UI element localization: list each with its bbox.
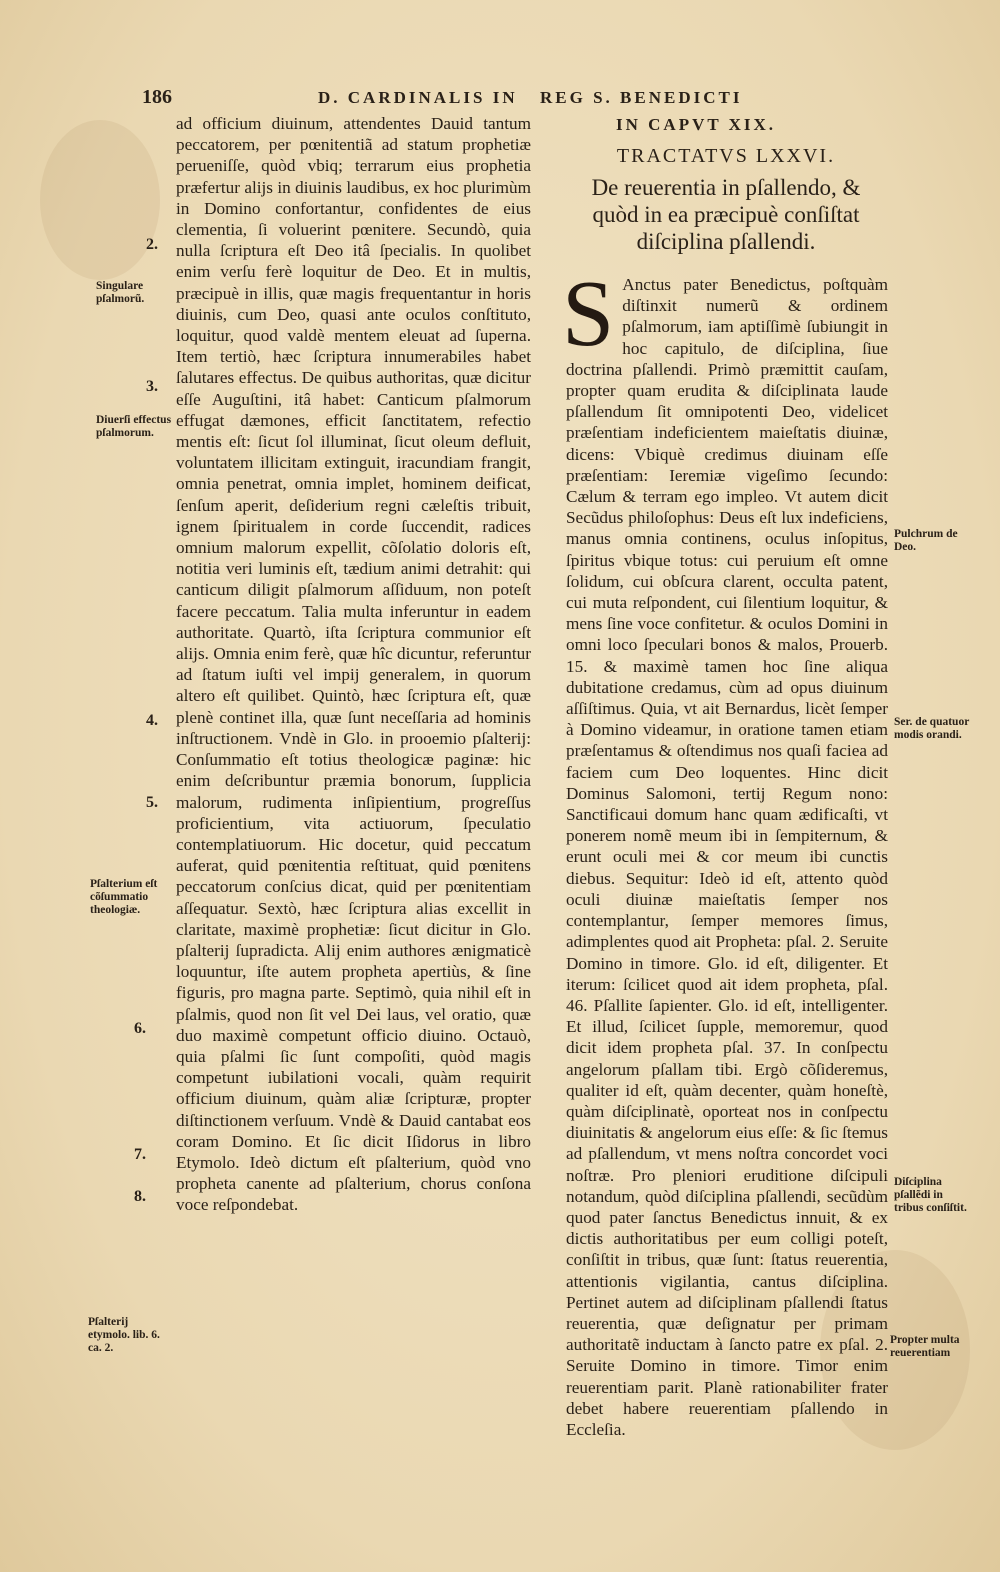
running-head <box>0 86 1000 110</box>
margin-note: Pulchrum de Deo. <box>894 528 958 553</box>
margin-note: Propter multa reuerentiam <box>890 1334 960 1359</box>
margin-note: Ser. de quatuor modis orandi. <box>894 716 970 741</box>
left-column <box>176 113 531 1216</box>
margin-note: Pſalterij etymolo. lib. 6. ca. 2. <box>88 1316 160 1354</box>
running-head-right: REG S. BENEDICTI <box>540 88 743 107</box>
right-column-heading <box>566 115 886 269</box>
margin-number: 5. <box>146 794 158 811</box>
margin-note: Diuerſi effectus pſalmorum. <box>96 414 172 439</box>
page-number: 186 <box>142 86 172 108</box>
right-column <box>562 262 888 1440</box>
margin-note: Pſalterium eſt cõſummatio theologiæ. <box>90 878 158 916</box>
margin-number: 8. <box>134 1188 146 1205</box>
section-title: De reuerentia in pſallendo, & quòd in ea præcipuè conſiſtat diſciplina pſallendi. <box>591 175 861 254</box>
running-head-left: D. CARDINALIS IN <box>318 88 518 107</box>
margin-note: Singulare pſalmorũ. <box>96 280 145 305</box>
margin-number: 2. <box>146 236 158 253</box>
margin-number: 3. <box>146 378 158 395</box>
paper-stain <box>40 120 160 280</box>
drop-cap: S <box>562 262 615 366</box>
tractatus-heading: TRACTATVS LXXVI. <box>616 145 836 167</box>
chapter-heading: IN CAPVT XIX. <box>616 115 777 134</box>
margin-note: Diſciplina pſallẽdi in tribus conſiſtit. <box>894 1176 967 1214</box>
margin-number: 7. <box>134 1146 146 1163</box>
left-column-text: ad officium diuinum, attendentes Dauid tantum peccatorem, per pœnitentiã ad statum prophetiæ perueniſſe, quòd vbiq; terrarum eius prophetia præfertur alijs in diuinis laudibus, ex hoc plurimùm in Domino confortantur, confidentes de eius clementia, ſi voluerint pœnitere. Secundò, quia nulla ſcriptura eſt Deo itâ ſpecialis. In quolibet enim verſu ferè loquitur de Deo. Et in multis, præcipuè in illis, quæ magis frequentantur in horis diuinis, cum Deo, quasi ante oculos conſtituto, loquitur, quod valdè mentem eleuat ad ſuperna. Item tertiò, hæc ſcriptura innumerabiles habet ſalutares effectus. De quibus authoritas, quæ dicitur eſſe Auguſtini, itâ habet: Canticum pſalmorum effugat dæmones, efficit ſanctitatem, refectio mentis eſt: ſicut ſol illuminat, ſicut oleum defluit, voluntatem illicitam extinguit, iracundiam frangit, omnia penetrat, omnia implet, hominem deificat, ſenſum aperit, deſiderium regni cæleſtis tribuit, ignem ſpiritualem in corde ſuccendit, radices omnium malorum expellit, cõſolatio doloris eſt, notitia veri luminis eſt, tædium animi detrahit: qui canticum diligit pſalmorum aſſiduum, non poteſt facere peccatum. Talia multa inferuntur in eadem authoritate. Quartò, iſta ſcriptura communior eſt alijs. Omnia enim ferè, quæ hîc dicuntur, referuntur ad ſtatum iuſti vel impij generalem, in quorum altero eſt quilibet. Quintò, hæc ſcriptura eſt, quæ plenè continet illa, quæ ſunt neceſſaria ad hominis inſtructionem. Vndè in Glo. in prooemio pſalterij: Conſummatio eſt totius theologicæ paginæ: hic enim deſcribuntur præmia bonorum, ſupplicia malorum, rudimenta inſipientium, progreſſus proficientium, vita actiuorum, ſpeculatio contemplatiuorum. Hic docetur, quid peccatum auferat, quid pœnitentia reſtituat, quid pœnitens peccatorum conſcius dicat, quid per pœnitentiam aſſequatur. Sextò, hæc ſcriptura alias excellit in claritate, maximè prophetiæ: ſicut dicitur in Glo. pſalterij ſupradicta. Alij enim authores ænigmaticè loquuntur, iſte autem propheta apertiùs, & ſine figuris, pro magna parte. Septimò, quia nihil eſt in pſalmis, quod non ſit vel Dei laus, vel oratio, quæ duo maximè competunt officio diuino. Octauò, quia pſalmi ſic ſunt compoſiti, quòd magis competunt iubilationi vocali, quàm requirit officium diuinum, quàm aliæ ſcripturæ, propter diſtinctionem verſuum. Vndè & Dauid cantabat eos coram Domino. Et ſic dicit Iſidorus in libro Etymolo. Ideò dictum eſt pſalterium, quòd vno propheta canente ad pſalterium, chorus conſona voce reſpondebat. <box>176 114 531 1215</box>
margin-number: 6. <box>134 1020 146 1037</box>
right-column-text: Anctus pater Benedictus, poſtquàm diſtinxit numerũ & ordinem pſalmorum, iam aptiſſimè ſubiungit in hoc capitulo, de diſciplina, ſiue doctrina pſallendi. Primò præmittit cauſam, propter quam erudita & diſciplinata laude pſallendum ſit omnipotenti Deo, videlicet præſentiam indeficientem maieſtatis diuinæ, dicens: Vbiquè credimus diuinam eſſe præſentiam: Ieremiæ vigeſimo ſecundo: Cælum & terram ego impleo. Vt autem dicit Secũdus philoſophus: Deus eſt lux indeficiens, manus omnia continens, oculus inſopitus, ſpiritus vbique totus: cui peruium eſt omne ſolidum, cui obſcura clarent, occulta patent, cui muta reſpondent, cui ſilentium loquitur, & mens ſine voce confitetur. & oculos Domini in omni loco ſpeculari bonos & malos, Prouerb. 15. & maximè tamen hoc ſine aliqua dubitatione credamus, cùm ad opus diuinum aſſiſtimus. Quia, vt ait Bernardus, licèt ſemper à Domino videamur, in oratione tamen etiam præſentamus & oſtendimus nos quaſi faciea ad faciem cum Deo loquentes. Hinc dicit Dominus Salomoni, tertij Regum nono: Sanctificaui domum hanc quam ædificaſti, vt ponerem nomẽ meum ibi in ſempiternum, & erunt oculi mei & cor meum ibi cunctis diebus. Sequitur: Ideò id eſt, attento quòd oculi diuinæ maieſtatis ſemper nos contemplantur, ſemper memores ſimus, adimplentes quod ait Propheta: pſal. 2. Seruite Domino in timore. Glo. id eſt, diligenter. Et iterum: ſcilicet quod ait idem propheta, pſal. 46. Pſallite ſapienter. Glo. id eſt, intelligenter. Et illud, ſcilicet ſupple, memoremur, quod dicit idem propheta pſal. 37. In conſpectu angelorum pſallam tibi. Ergò cõſideremus, qualiter id eſt, quàm decenter, quàm honeſtè, quàm diſciplinatè, oporteat nos in conſpectu diuinitatis & angelorum eius eſſe: & ſic ſtemus ad pſallendum, vt mens noſtra concordet voci noſtræ. Pro pleniori eruditione diſcipuli notandum, quòd diſciplina pſallendi, secũdùm quod pater ſanctus Benedictus innuit, & ex dictis authoritatibus per eum colligi poteſt, conſiſtit in tribus, quæ ſunt: ſtatus reuerentia, attentionis vigilantia, cantus diſciplina. Pertinet autem ad diſciplinam pſallendi ſtatus reuerentia, quæ deſignatur per primam authoritatẽ inductam à ſancto patre ex pſal. 2. Seruite Domino in timore. Timor enim reuerentiam parit. Planè rationabiliter frater debet habere reuerentiam pſallendo in Eccleſia. <box>566 275 888 1439</box>
margin-number: 4. <box>146 712 158 729</box>
